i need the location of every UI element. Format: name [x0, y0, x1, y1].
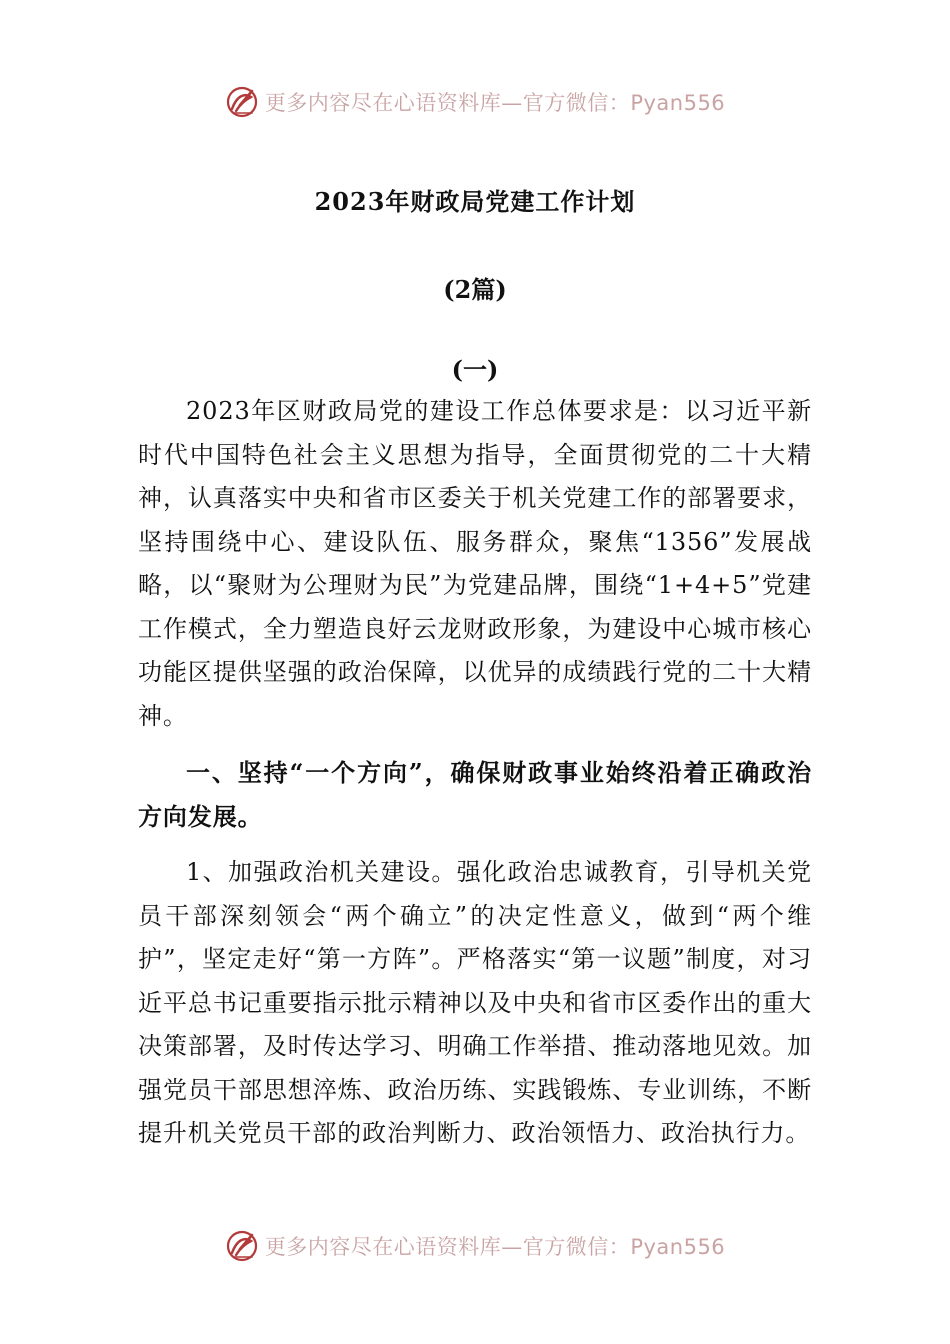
signature-pen-logo-icon	[225, 1229, 259, 1263]
part-marker: (一)	[451, 355, 499, 384]
document-count: (2篇)	[443, 275, 507, 304]
wechat-id: Pyan556	[630, 91, 726, 115]
watermark-banner-bottom	[0, 1224, 950, 1268]
watermark-text: 更多内容尽在心语资料库—官方微信：Pyan556	[264, 91, 726, 115]
document-body	[138, 390, 812, 1156]
document-title: 2023年财政局党建工作计划	[314, 187, 636, 216]
section-heading: 一、坚持“一个方向”，确保财政事业始终沿着正确政治方向发展。	[138, 758, 812, 831]
section-paragraph: 1、加强政治机关建设。强化政治忠诚教育，引导机关党员干部深刻领会“两个确立”的决定性意义，做到“两个维护”，坚定走好“第一方阵”。严格落实“第一议题”制度，对习近平总书记重要指示批示精神以及中央和省市区委作出的重大决策部署，及时传达学习、明确工作举措、推动落地见效。加强党员干部思想淬炼、政治历练、实践锻炼、专业训练，不断提升机关党员干部的政治判断力、政治领悟力、政治执行力。	[138, 858, 812, 1147]
watermark-text: 更多内容尽在心语资料库—官方微信：Pyan556	[264, 1235, 726, 1259]
signature-pen-logo-icon	[225, 85, 259, 119]
wechat-id: Pyan556	[630, 1235, 726, 1259]
watermark-banner-top	[0, 80, 950, 124]
intro-paragraph: 2023年区财政局党的建设工作总体要求是：以习近平新时代中国特色社会主义思想为指导，全面贯彻党的二十大精神，认真落实中央和省市区委关于机关党建工作的部署要求，坚持围绕中心、建设队伍、服务群众，聚焦“1356”发展战略，以“聚财为公理财为民”为党建品牌，围绕“1+4+5”党建工作模式，全力塑造良好云龙财政形象，为建设中心城市核心功能区提供坚强的政治保障，以优异的成绩践行党的二十大精神。	[138, 397, 812, 730]
